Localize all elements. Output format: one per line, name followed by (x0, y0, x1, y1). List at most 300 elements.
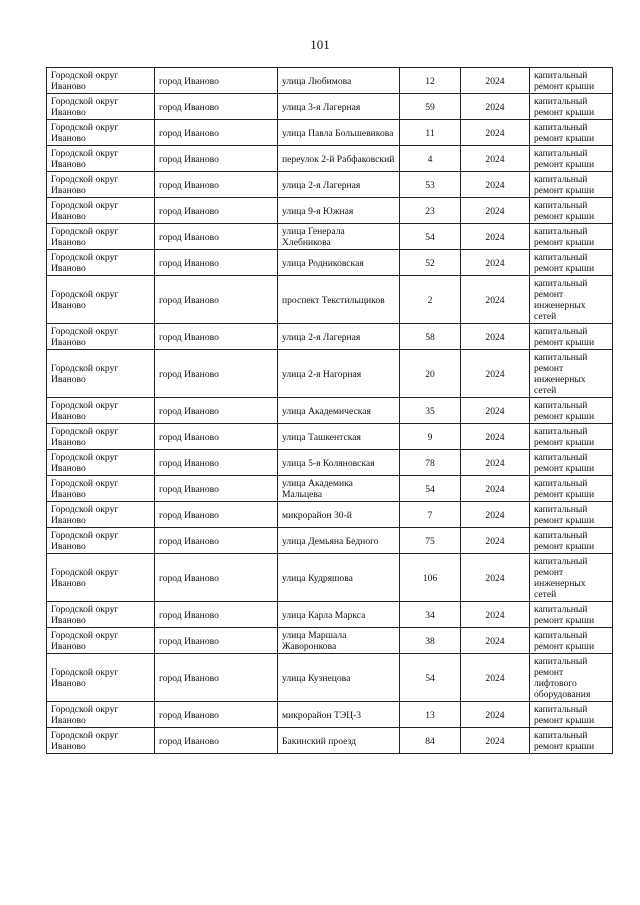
house-number-cell-text: 13 (425, 709, 435, 721)
work-type-cell (530, 728, 613, 754)
street-cell-text: улица Кудряшова (282, 572, 353, 584)
city-cell (155, 554, 278, 602)
municipality-cell (47, 628, 155, 654)
work-type-cell-text: капитальный ремонт крыши (534, 226, 595, 248)
street-cell-text: улица Любимова (282, 75, 352, 87)
year-cell (461, 602, 530, 628)
street-cell (278, 68, 400, 94)
year-cell-text: 2024 (485, 509, 505, 521)
year-cell-text: 2024 (485, 709, 505, 721)
year-cell-text: 2024 (485, 368, 505, 380)
work-type-cell-text: капитальный ремонт крыши (534, 326, 595, 348)
city-cell-text: город Иваново (159, 179, 219, 191)
house-number-cell (400, 424, 461, 450)
house-number-cell (400, 324, 461, 350)
house-number-cell-text: 12 (425, 75, 435, 87)
street-cell-text: микрорайон 30-й (282, 509, 352, 521)
table-row (47, 198, 613, 224)
work-type-cell-text: капитальный ремонт крыши (534, 174, 595, 196)
year-cell (461, 250, 530, 276)
city-cell-text: город Иваново (159, 735, 219, 747)
work-type-cell-text: капитальный ремонт крыши (534, 252, 595, 274)
city-cell-text: город Иваново (159, 101, 219, 113)
year-cell-text: 2024 (485, 231, 505, 243)
city-cell-text: город Иваново (159, 635, 219, 647)
street-cell (278, 728, 400, 754)
city-cell-text: город Иваново (159, 257, 219, 269)
house-number-cell (400, 224, 461, 250)
work-type-cell-text: капитальный ремонт инженерных сетей (534, 278, 588, 322)
street-cell (278, 224, 400, 250)
house-number-cell-text: 23 (425, 205, 435, 217)
work-type-cell-text: капитальный ремонт крыши (534, 704, 595, 726)
registry-body (47, 68, 613, 754)
municipality-cell-text: Городской округ Иваново (51, 630, 119, 652)
table-row (47, 94, 613, 120)
year-cell (461, 398, 530, 424)
house-number-cell (400, 68, 461, 94)
year-cell (461, 654, 530, 702)
work-type-cell (530, 424, 613, 450)
municipality-cell-text: Городской округ Иваново (51, 200, 119, 222)
city-cell (155, 702, 278, 728)
municipality-cell-text: Городской округ Иваново (51, 667, 119, 689)
work-type-cell (530, 628, 613, 654)
work-type-cell-text: капитальный ремонт инженерных сетей (534, 556, 588, 600)
work-type-cell-text: капитальный ремонт крыши (534, 504, 595, 526)
city-cell-text: город Иваново (159, 153, 219, 165)
city-cell-text: город Иваново (159, 368, 219, 380)
table-row (47, 350, 613, 398)
work-type-cell-text: капитальный ремонт крыши (534, 70, 595, 92)
table-row (47, 398, 613, 424)
work-type-cell-text: капитальный ремонт крыши (534, 400, 595, 422)
work-type-cell-text: капитальный ремонт крыши (534, 148, 595, 170)
municipality-cell (47, 68, 155, 94)
street-cell-text: улица Демьяна Бедного (282, 535, 379, 547)
house-number-cell-text: 20 (425, 368, 435, 380)
street-cell (278, 250, 400, 276)
street-cell (278, 172, 400, 198)
house-number-cell-text: 59 (425, 101, 435, 113)
house-number-cell (400, 198, 461, 224)
municipality-cell-text: Городской округ Иваново (51, 567, 119, 589)
house-number-cell-text: 35 (425, 405, 435, 417)
house-number-cell (400, 654, 461, 702)
work-type-cell (530, 554, 613, 602)
house-number-cell-text: 11 (425, 127, 435, 139)
repair-registry-table (46, 67, 613, 754)
city-cell (155, 654, 278, 702)
street-cell-text: улица Академическая (282, 405, 371, 417)
table-row (47, 120, 613, 146)
municipality-cell-text: Городской округ Иваново (51, 730, 119, 752)
municipality-cell (47, 424, 155, 450)
street-cell-text: улица Академика Мальцева (282, 478, 353, 500)
city-cell (155, 324, 278, 350)
house-number-cell (400, 146, 461, 172)
city-cell-text: город Иваново (159, 431, 219, 443)
city-cell (155, 398, 278, 424)
municipality-cell-text: Городской округ Иваново (51, 400, 119, 422)
street-cell-text: улица Маршала Жаворонкова (282, 630, 347, 652)
work-type-cell-text: капитальный ремонт крыши (534, 730, 595, 752)
street-cell-text: микрорайон ТЭЦ-3 (282, 709, 362, 721)
municipality-cell (47, 702, 155, 728)
city-cell-text: город Иваново (159, 535, 219, 547)
municipality-cell (47, 398, 155, 424)
year-cell (461, 172, 530, 198)
work-type-cell-text: капитальный ремонт крыши (534, 478, 595, 500)
house-number-cell-text: 53 (425, 179, 435, 191)
municipality-cell (47, 276, 155, 324)
city-cell (155, 250, 278, 276)
house-number-cell-text: 106 (422, 572, 438, 584)
work-type-cell (530, 120, 613, 146)
house-number-cell (400, 476, 461, 502)
house-number-cell (400, 528, 461, 554)
street-cell-text: проспект Текстильщиков (282, 294, 385, 306)
municipality-cell (47, 728, 155, 754)
street-cell-text: улица Генерала Хлебникова (282, 226, 345, 248)
year-cell-text: 2024 (485, 331, 505, 343)
year-cell-text: 2024 (485, 294, 505, 306)
year-cell (461, 198, 530, 224)
street-cell (278, 554, 400, 602)
year-cell-text: 2024 (485, 153, 505, 165)
year-cell (461, 350, 530, 398)
year-cell-text: 2024 (485, 609, 505, 621)
municipality-cell-text: Городской округ Иваново (51, 426, 119, 448)
work-type-cell (530, 250, 613, 276)
city-cell (155, 728, 278, 754)
work-type-cell (530, 172, 613, 198)
work-type-cell (530, 198, 613, 224)
work-type-cell (530, 502, 613, 528)
page-number: 101 (310, 37, 330, 52)
municipality-cell (47, 146, 155, 172)
municipality-cell-text: Городской округ Иваново (51, 504, 119, 526)
municipality-cell (47, 172, 155, 198)
street-cell (278, 120, 400, 146)
street-cell-text: улица Кузнецова (282, 672, 351, 684)
house-number-cell (400, 398, 461, 424)
work-type-cell-text: капитальный ремонт лифтового оборудования (534, 656, 591, 700)
city-cell (155, 628, 278, 654)
house-number-cell-text: 54 (425, 483, 435, 495)
year-cell (461, 476, 530, 502)
city-cell-text: город Иваново (159, 231, 219, 243)
work-type-cell (530, 350, 613, 398)
municipality-cell (47, 250, 155, 276)
municipality-cell-text: Городской округ Иваново (51, 252, 119, 274)
year-cell-text: 2024 (485, 672, 505, 684)
street-cell (278, 198, 400, 224)
house-number-cell (400, 94, 461, 120)
city-cell (155, 276, 278, 324)
house-number-cell (400, 172, 461, 198)
table-row (47, 476, 613, 502)
municipality-cell-text: Городской округ Иваново (51, 363, 119, 385)
house-number-cell (400, 728, 461, 754)
year-cell (461, 628, 530, 654)
year-cell-text: 2024 (485, 431, 505, 443)
house-number-cell (400, 502, 461, 528)
year-cell-text: 2024 (485, 535, 505, 547)
table-row (47, 424, 613, 450)
year-cell-text: 2024 (485, 635, 505, 647)
city-cell (155, 528, 278, 554)
year-cell (461, 424, 530, 450)
city-cell-text: город Иваново (159, 294, 219, 306)
table-row (47, 224, 613, 250)
city-cell (155, 68, 278, 94)
city-cell (155, 476, 278, 502)
municipality-cell (47, 602, 155, 628)
year-cell (461, 450, 530, 476)
year-cell (461, 502, 530, 528)
municipality-cell-text: Городской округ Иваново (51, 96, 119, 118)
municipality-cell-text: Городской округ Иваново (51, 122, 119, 144)
table-row (47, 628, 613, 654)
municipality-cell (47, 120, 155, 146)
street-cell (278, 324, 400, 350)
table-row (47, 276, 613, 324)
city-cell (155, 94, 278, 120)
year-cell-text: 2024 (485, 127, 505, 139)
work-type-cell-text: капитальный ремонт крыши (534, 200, 595, 222)
city-cell (155, 424, 278, 450)
city-cell-text: город Иваново (159, 331, 219, 343)
house-number-cell-text: 75 (425, 535, 435, 547)
work-type-cell (530, 94, 613, 120)
municipality-cell-text: Городской округ Иваново (51, 452, 119, 474)
city-cell (155, 502, 278, 528)
year-cell-text: 2024 (485, 405, 505, 417)
table-row (47, 250, 613, 276)
street-cell (278, 450, 400, 476)
city-cell-text: город Иваново (159, 609, 219, 621)
municipality-cell-text: Городской округ Иваново (51, 478, 119, 500)
municipality-cell-text: Городской округ Иваново (51, 70, 119, 92)
work-type-cell-text: капитальный ремонт крыши (534, 604, 595, 626)
house-number-cell-text: 7 (427, 509, 433, 521)
work-type-cell (530, 324, 613, 350)
municipality-cell (47, 502, 155, 528)
street-cell (278, 350, 400, 398)
year-cell (461, 94, 530, 120)
city-cell (155, 450, 278, 476)
house-number-cell-text: 78 (425, 457, 435, 469)
year-cell (461, 528, 530, 554)
table-row (47, 68, 613, 94)
street-cell-text: улица 2-я Нагорная (282, 368, 362, 380)
year-cell-text: 2024 (485, 205, 505, 217)
year-cell (461, 146, 530, 172)
year-cell (461, 324, 530, 350)
house-number-cell (400, 350, 461, 398)
year-cell (461, 68, 530, 94)
street-cell (278, 476, 400, 502)
municipality-cell-text: Городской округ Иваново (51, 704, 119, 726)
municipality-cell (47, 224, 155, 250)
work-type-cell (530, 398, 613, 424)
work-type-cell (530, 702, 613, 728)
street-cell-text: Бакинский проезд (282, 735, 357, 747)
street-cell (278, 276, 400, 324)
house-number-cell-text: 34 (425, 609, 435, 621)
city-cell-text: город Иваново (159, 572, 219, 584)
house-number-cell (400, 602, 461, 628)
house-number-cell (400, 450, 461, 476)
work-type-cell (530, 224, 613, 250)
street-cell-text: улица Родниковская (282, 257, 364, 269)
work-type-cell (530, 450, 613, 476)
year-cell (461, 554, 530, 602)
city-cell-text: город Иваново (159, 457, 219, 469)
year-cell-text: 2024 (485, 572, 505, 584)
work-type-cell-text: капитальный ремонт крыши (534, 530, 595, 552)
house-number-cell (400, 250, 461, 276)
municipality-cell-text: Городской округ Иваново (51, 289, 119, 311)
street-cell (278, 94, 400, 120)
house-number-cell-text: 2 (427, 294, 433, 306)
city-cell-text: город Иваново (159, 205, 219, 217)
year-cell-text: 2024 (485, 257, 505, 269)
municipality-cell-text: Городской округ Иваново (51, 148, 119, 170)
city-cell-text: город Иваново (159, 709, 219, 721)
table-row (47, 146, 613, 172)
year-cell (461, 728, 530, 754)
municipality-cell (47, 528, 155, 554)
house-number-cell-text: 54 (425, 672, 435, 684)
work-type-cell-text: капитальный ремонт инженерных сетей (534, 352, 588, 396)
work-type-cell (530, 276, 613, 324)
street-cell (278, 602, 400, 628)
year-cell-text: 2024 (485, 457, 505, 469)
work-type-cell-text: капитальный ремонт крыши (534, 452, 595, 474)
street-cell-text: улица 3-я Лагерная (282, 101, 361, 113)
work-type-cell (530, 476, 613, 502)
city-cell (155, 120, 278, 146)
table-row (47, 654, 613, 702)
street-cell (278, 146, 400, 172)
house-number-cell-text: 38 (425, 635, 435, 647)
table-row (47, 554, 613, 602)
work-type-cell-text: капитальный ремонт крыши (534, 426, 595, 448)
table-row (47, 502, 613, 528)
street-cell (278, 528, 400, 554)
work-type-cell (530, 146, 613, 172)
street-cell-text: улица 9-я Южная (282, 205, 354, 217)
table-row (47, 324, 613, 350)
table-row (47, 528, 613, 554)
year-cell-text: 2024 (485, 75, 505, 87)
municipality-cell (47, 654, 155, 702)
street-cell-text: переулок 2-й Рабфаковский (282, 153, 395, 165)
municipality-cell-text: Городской округ Иваново (51, 530, 119, 552)
year-cell (461, 224, 530, 250)
city-cell (155, 602, 278, 628)
year-cell (461, 120, 530, 146)
work-type-cell-text: капитальный ремонт крыши (534, 122, 595, 144)
municipality-cell (47, 94, 155, 120)
street-cell-text: улица 2-я Лагерная (282, 331, 361, 343)
city-cell-text: город Иваново (159, 509, 219, 521)
municipality-cell-text: Городской округ Иваново (51, 174, 119, 196)
house-number-cell-text: 54 (425, 231, 435, 243)
street-cell (278, 398, 400, 424)
year-cell-text: 2024 (485, 101, 505, 113)
street-cell (278, 628, 400, 654)
municipality-cell (47, 476, 155, 502)
city-cell (155, 198, 278, 224)
city-cell (155, 146, 278, 172)
year-cell (461, 276, 530, 324)
house-number-cell (400, 702, 461, 728)
house-number-cell-text: 9 (427, 431, 433, 443)
municipality-cell (47, 554, 155, 602)
year-cell (461, 702, 530, 728)
municipality-cell (47, 324, 155, 350)
municipality-cell-text: Городской округ Иваново (51, 604, 119, 626)
house-number-cell-text: 84 (425, 735, 435, 747)
house-number-cell (400, 276, 461, 324)
city-cell (155, 172, 278, 198)
table-row (47, 172, 613, 198)
work-type-cell-text: капитальный ремонт крыши (534, 96, 595, 118)
year-cell-text: 2024 (485, 483, 505, 495)
street-cell (278, 654, 400, 702)
house-number-cell (400, 628, 461, 654)
work-type-cell-text: капитальный ремонт крыши (534, 630, 595, 652)
house-number-cell (400, 554, 461, 602)
table-row (47, 450, 613, 476)
city-cell-text: город Иваново (159, 405, 219, 417)
municipality-cell (47, 450, 155, 476)
table-row (47, 602, 613, 628)
street-cell (278, 702, 400, 728)
municipality-cell (47, 350, 155, 398)
work-type-cell (530, 602, 613, 628)
municipality-cell-text: Городской округ Иваново (51, 226, 119, 248)
street-cell-text: улица Павла Большевикова (282, 127, 394, 139)
city-cell-text: город Иваново (159, 483, 219, 495)
city-cell-text: город Иваново (159, 75, 219, 87)
year-cell-text: 2024 (485, 179, 505, 191)
street-cell-text: улица Ташкентская (282, 431, 361, 443)
street-cell (278, 424, 400, 450)
house-number-cell-text: 58 (425, 331, 435, 343)
street-cell-text: улица 5-я Коляновская (282, 457, 375, 469)
municipality-cell-text: Городской округ Иваново (51, 326, 119, 348)
year-cell-text: 2024 (485, 735, 505, 747)
house-number-cell (400, 120, 461, 146)
street-cell-text: улица Карла Маркса (282, 609, 366, 621)
table-row (47, 728, 613, 754)
work-type-cell (530, 528, 613, 554)
house-number-cell-text: 52 (425, 257, 435, 269)
city-cell (155, 350, 278, 398)
work-type-cell (530, 654, 613, 702)
table-row (47, 702, 613, 728)
street-cell (278, 502, 400, 528)
city-cell-text: город Иваново (159, 127, 219, 139)
street-cell-text: улица 2-я Лагерная (282, 179, 361, 191)
work-type-cell (530, 68, 613, 94)
house-number-cell-text: 4 (427, 153, 433, 165)
city-cell-text: город Иваново (159, 672, 219, 684)
